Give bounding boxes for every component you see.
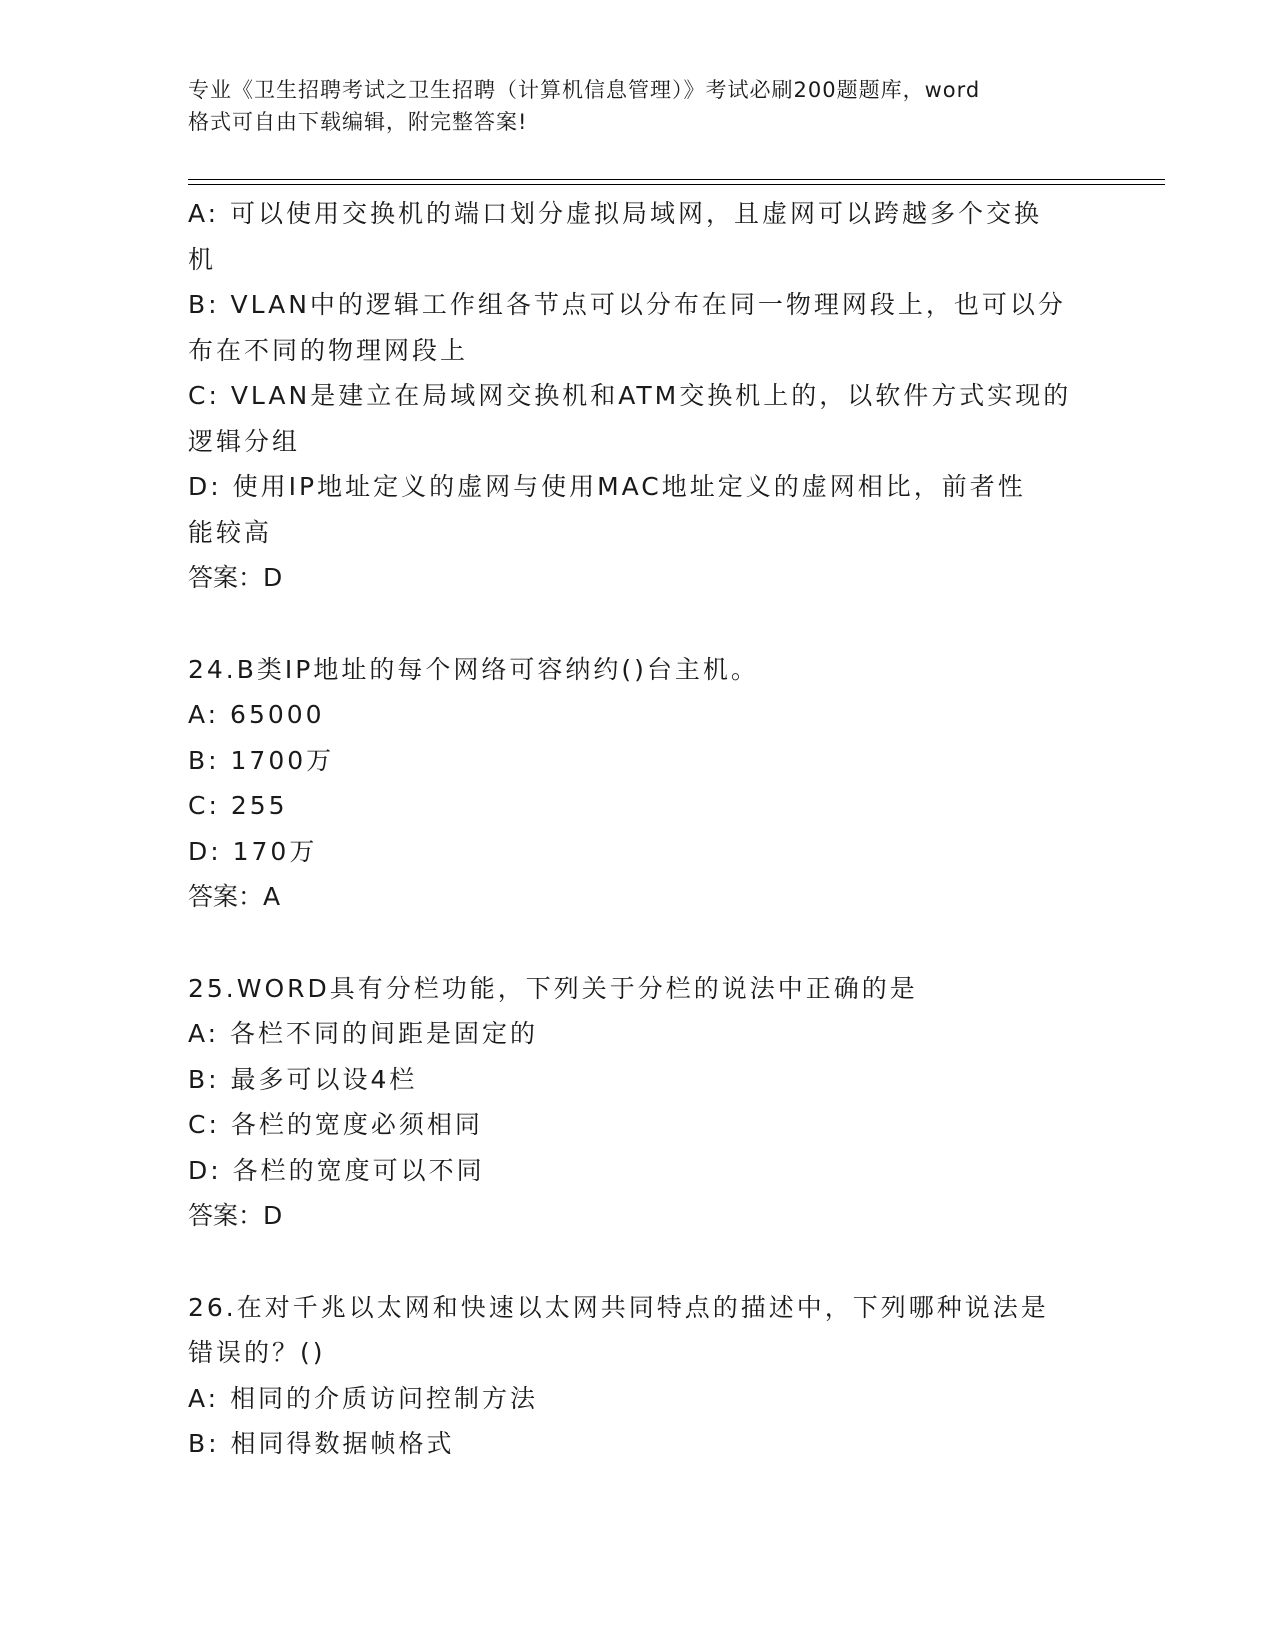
q24-answer: 答案：A (188, 882, 281, 911)
q25-answer: 答案：D (188, 1201, 283, 1230)
q23-option-b-line-1: B: VLAN中的逻辑工作组各节点可以分布在同一物理网段上，也可以分 (188, 290, 1066, 319)
header-divider-bottom (188, 184, 1165, 185)
q25-option-c: C: 各栏的宽度必须相同 (188, 1110, 483, 1139)
header-title-line-1: 专业《卫生招聘考试之卫生招聘（计算机信息管理）》考试必刷200题题库，word (188, 78, 981, 102)
q24-option-b: B: 1700万 (188, 745, 335, 775)
q24-option-c: C: 255 (188, 791, 288, 820)
question-24 (188, 647, 1088, 920)
q23-option-c-line-1: C: VLAN是建立在局域网交换机和ATM交换机上的，以软件方式实现的 (188, 381, 1072, 410)
q25-option-a: A: 各栏不同的间距是固定的 (188, 1019, 539, 1048)
q26-question-line-1: 26.在对千兆以太网和快速以太网共同特点的描述中，下列哪种说法是 (188, 1292, 1049, 1322)
q24-question: 24.B类IP地址的每个网络可容纳约()台主机。 (188, 654, 759, 684)
q23-option-a-line-1: A: 可以使用交换机的端口划分虚拟局域网，且虚网可以跨越多个交换 (188, 199, 1043, 228)
q26-option-b: B: 相同得数据帧格式 (188, 1429, 455, 1458)
spacer (188, 920, 1088, 966)
q23-option-b-line-2: 布在不同的物理网段上 (188, 335, 469, 365)
q24-option-d: D: 170万 (188, 836, 318, 866)
header-divider-top (188, 179, 1165, 180)
q26-option-a: A: 相同的介质访问控制方法 (188, 1383, 539, 1413)
spacer (188, 601, 1088, 647)
question-25 (188, 966, 1088, 1239)
spacer (188, 1239, 1088, 1285)
q25-question: 25.WORD具有分栏功能，下列关于分栏的说法中正确的是 (188, 973, 918, 1003)
question-23 (188, 191, 1088, 601)
q25-option-b: B: 最多可以设4栏 (188, 1064, 418, 1094)
document-header (188, 74, 1088, 138)
q25-option-d: D: 各栏的宽度可以不同 (188, 1155, 485, 1185)
header-title-line-2: 格式可自由下载编辑，附完整答案! (188, 110, 528, 134)
q23-answer: 答案：D (188, 563, 283, 592)
q23-option-d-line-1: D: 使用IP地址定义的虚网与使用MAC地址定义的虚网相比，前者性 (188, 472, 1026, 501)
q23-option-d-line-2: 能较高 (188, 517, 273, 547)
q24-option-a: A: 65000 (188, 700, 325, 729)
question-26 (188, 1285, 1088, 1467)
q23-option-a-line-2: 机 (188, 244, 217, 274)
q23-option-c-line-2: 逻辑分组 (188, 426, 301, 456)
q26-question-line-2: 错误的？() (188, 1338, 326, 1367)
document-body (188, 191, 1088, 1467)
